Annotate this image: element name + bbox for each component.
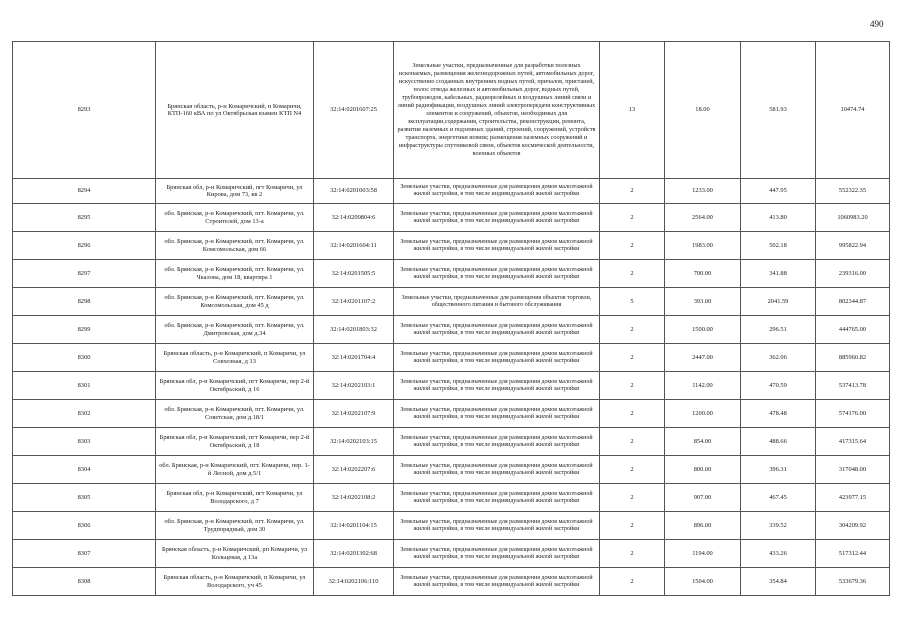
cadastral-value-cell: 574176.00 bbox=[816, 400, 890, 428]
address-cell: обл. Брянская, р-н Комаричский, пгт. Комаричи, ул. Строителей, дом 13-а bbox=[156, 204, 314, 232]
address-cell: Брянская обл, р-н Комаричский, пгт Комаричи, пер 2-й Октябрьский, д 16 bbox=[156, 372, 314, 400]
land-use-cell: Земельные участки, предназначенные для размещения домов малоэтажной жилой застройки, в том числе индивидуальной жилой застройки bbox=[394, 372, 600, 400]
specific-value-cell: 396.31 bbox=[741, 456, 816, 484]
table-row bbox=[13, 288, 890, 316]
area-cell: 18.00 bbox=[665, 42, 741, 179]
cadastral-value-cell: 317048.00 bbox=[816, 456, 890, 484]
cadastral-value-cell: 10474.74 bbox=[816, 42, 890, 179]
address-cell: обл. Брянская, р-н Комаричский, пгт. Комаричи, ул. Комсомольская, дом 45 д bbox=[156, 288, 314, 316]
specific-value-cell: 339.52 bbox=[741, 512, 816, 540]
cadastral-number-cell: 32:14:0201607:25 bbox=[314, 42, 394, 179]
land-use-cell: Земельные участки, предназначенные для размещения домов малоэтажной жилой застройки, в том числе индивидуальной жилой застройки bbox=[394, 540, 600, 568]
area-cell: 1500.00 bbox=[665, 316, 741, 344]
group-number-cell: 2 bbox=[600, 316, 665, 344]
land-use-cell: Земельные участки, предназначенные для размещения домов малоэтажной жилой застройки, в том числе индивидуальной жилой застройки bbox=[394, 316, 600, 344]
group-number-cell: 2 bbox=[600, 344, 665, 372]
cadastral-number-cell: 32:14:0202106:110 bbox=[314, 568, 394, 596]
cadastral-number-cell: 32:14:0201704:4 bbox=[314, 344, 394, 372]
table-row bbox=[13, 512, 890, 540]
group-number-cell: 13 bbox=[600, 42, 665, 179]
row-number: 8305 bbox=[13, 484, 156, 512]
specific-value-cell: 470.59 bbox=[741, 372, 816, 400]
group-number-cell: 2 bbox=[600, 204, 665, 232]
land-register-table bbox=[12, 41, 890, 596]
group-number-cell: 2 bbox=[600, 428, 665, 456]
area-cell: 393.00 bbox=[665, 288, 741, 316]
land-use-cell: Земельные участки, предназначенные для размещения домов малоэтажной жилой застройки, в том числе индивидуальной жилой застройки bbox=[394, 179, 600, 204]
land-use-cell: Земельные участки, предназначенные для размещения домов малоэтажной жилой застройки, в том числе индивидуальной жилой застройки bbox=[394, 232, 600, 260]
specific-value-cell: 488.66 bbox=[741, 428, 816, 456]
cadastral-number-cell: 32:14:0201604:11 bbox=[314, 232, 394, 260]
land-use-cell: Земельные участки, предназначенные для размещения домов малоэтажной жилой застройки, в том числе индивидуальной жилой застройки bbox=[394, 428, 600, 456]
area-cell: 2447.00 bbox=[665, 344, 741, 372]
table-row bbox=[13, 456, 890, 484]
cadastral-value-cell: 423977.15 bbox=[816, 484, 890, 512]
table-row bbox=[13, 484, 890, 512]
group-number-cell: 2 bbox=[600, 260, 665, 288]
land-use-cell: Земельные участки, предназначенные для размещения домов малоэтажной жилой застройки, в том числе индивидуальной жилой застройки bbox=[394, 204, 600, 232]
group-number-cell: 2 bbox=[600, 512, 665, 540]
address-cell: Брянская обл, р-н Комаричский, пгт Комаричи, ул Володарского, д 7 bbox=[156, 484, 314, 512]
address-cell: Брянская обл, р-н Комаричский, пгт Комаричи, ул Кирова, дом 73, кв 2 bbox=[156, 179, 314, 204]
specific-value-cell: 447.95 bbox=[741, 179, 816, 204]
row-number: 8303 bbox=[13, 428, 156, 456]
cadastral-number-cell: 32:14:0201104:15 bbox=[314, 512, 394, 540]
address-cell: обл. Брянская, р-н Комаричский, пгт. Комаричи, ул. Советская, дом д.18/1 bbox=[156, 400, 314, 428]
group-number-cell: 2 bbox=[600, 400, 665, 428]
cadastral-number-cell: 32:14:0201107:2 bbox=[314, 288, 394, 316]
group-number-cell: 2 bbox=[600, 540, 665, 568]
land-use-cell: Земельные участки, предназначенные для размещения домов малоэтажной жилой застройки, в том числе индивидуальной жилой застройки bbox=[394, 456, 600, 484]
cadastral-number-cell: 32:14:0202103:1 bbox=[314, 372, 394, 400]
land-use-cell: Земельные участки, предназначенные для размещения домов малоэтажной жилой застройки, в том числе индивидуальной жилой застройки bbox=[394, 344, 600, 372]
group-number-cell: 2 bbox=[600, 372, 665, 400]
table-row bbox=[13, 372, 890, 400]
land-use-cell: Земельные участки, предназначенные для размещения домов малоэтажной жилой застройки, в том числе индивидуальной жилой застройки bbox=[394, 568, 600, 596]
specific-value-cell: 296.51 bbox=[741, 316, 816, 344]
table-row bbox=[13, 232, 890, 260]
area-cell: 896.00 bbox=[665, 512, 741, 540]
address-cell: Брянская область, р-н Комаричский, п Комаричи, ул Совхозная, д 13 bbox=[156, 344, 314, 372]
address-cell: обл. Брянская, р-н Комаричский, пгт. Комаричи, пер. 1-й Лесной, дом д.5/1 bbox=[156, 456, 314, 484]
area-cell: 2564.00 bbox=[665, 204, 741, 232]
row-number: 8301 bbox=[13, 372, 156, 400]
address-cell: обл. Брянская, р-н Комаричский, пгт. Комаричи, ул. Дмитровская, дом д.34 bbox=[156, 316, 314, 344]
specific-value-cell: 341.88 bbox=[741, 260, 816, 288]
address-cell: Брянская область, р-н Комаричский, рп Комаричи, ул Кольцевая, д 13а bbox=[156, 540, 314, 568]
cadastral-value-cell: 537413.78 bbox=[816, 372, 890, 400]
cadastral-number-cell: 32:14:0201302:68 bbox=[314, 540, 394, 568]
specific-value-cell: 467.45 bbox=[741, 484, 816, 512]
row-number: 8308 bbox=[13, 568, 156, 596]
cadastral-value-cell: 995822.94 bbox=[816, 232, 890, 260]
cadastral-value-cell: 304209.92 bbox=[816, 512, 890, 540]
table-row bbox=[13, 568, 890, 596]
table-row bbox=[13, 260, 890, 288]
cadastral-number-cell: 32:14:0202103:15 bbox=[314, 428, 394, 456]
cadastral-value-cell: 444765.00 bbox=[816, 316, 890, 344]
row-number: 8306 bbox=[13, 512, 156, 540]
address-cell: Брянская область, р-н Комаричский, п Комаричи, КТП-160 кВА по ул Октябрьская взамен КТП N4 bbox=[156, 42, 314, 179]
row-number: 8297 bbox=[13, 260, 156, 288]
specific-value-cell: 581.93 bbox=[741, 42, 816, 179]
table-row bbox=[13, 540, 890, 568]
group-number-cell: 2 bbox=[600, 484, 665, 512]
cadastral-value-cell: 533679.36 bbox=[816, 568, 890, 596]
table-row bbox=[13, 204, 890, 232]
row-number: 8304 bbox=[13, 456, 156, 484]
cadastral-value-cell: 1060983.20 bbox=[816, 204, 890, 232]
row-number: 8300 bbox=[13, 344, 156, 372]
specific-value-cell: 502.18 bbox=[741, 232, 816, 260]
table-row bbox=[13, 42, 890, 179]
specific-value-cell: 433.26 bbox=[741, 540, 816, 568]
land-use-cell: Земельные участки, предназначенные для размещения домов малоэтажной жилой застройки, в том числе индивидуальной жилой застройки bbox=[394, 512, 600, 540]
area-cell: 800.00 bbox=[665, 456, 741, 484]
area-cell: 907.00 bbox=[665, 484, 741, 512]
cadastral-value-cell: 802344.87 bbox=[816, 288, 890, 316]
page-number: 490 bbox=[870, 19, 884, 29]
table-body bbox=[13, 42, 890, 596]
cadastral-number-cell: 32:14:0201003:58 bbox=[314, 179, 394, 204]
table-row bbox=[13, 428, 890, 456]
address-cell: обл. Брянская, р-н Комаричский, пгт. Комаричи, ул. Комсомольская, дом 66 bbox=[156, 232, 314, 260]
area-cell: 1983.00 bbox=[665, 232, 741, 260]
table-row bbox=[13, 344, 890, 372]
row-number: 8296 bbox=[13, 232, 156, 260]
group-number-cell: 2 bbox=[600, 568, 665, 596]
specific-value-cell: 413.80 bbox=[741, 204, 816, 232]
cadastral-value-cell: 517312.44 bbox=[816, 540, 890, 568]
land-use-cell: Земельные участки, предназначенные для размещения домов малоэтажной жилой застройки, в том числе индивидуальной жилой застройки bbox=[394, 400, 600, 428]
area-cell: 1504.00 bbox=[665, 568, 741, 596]
cadastral-number-cell: 32:14:0202108:2 bbox=[314, 484, 394, 512]
specific-value-cell: 478.48 bbox=[741, 400, 816, 428]
cadastral-number-cell: 32:14:0201505:5 bbox=[314, 260, 394, 288]
area-cell: 854.00 bbox=[665, 428, 741, 456]
cadastral-value-cell: 417315.64 bbox=[816, 428, 890, 456]
address-cell: Брянская область, р-н Комаричский, п Комаричи, ул Володарского, уч 45 bbox=[156, 568, 314, 596]
row-number: 8294 bbox=[13, 179, 156, 204]
cadastral-number-cell: 32:14:0200804:6 bbox=[314, 204, 394, 232]
specific-value-cell: 362.06 bbox=[741, 344, 816, 372]
row-number: 8307 bbox=[13, 540, 156, 568]
land-use-cell: Земельные участки, предназначенные для размещения домов малоэтажной жилой застройки, в том числе индивидуальной жилой застройки bbox=[394, 484, 600, 512]
row-number: 8302 bbox=[13, 400, 156, 428]
address-cell: обл. Брянская, р-н Комаричский, пгт. Комаричи, ул. Чкалова, дом 18, квартира 1 bbox=[156, 260, 314, 288]
group-number-cell: 2 bbox=[600, 456, 665, 484]
table-row bbox=[13, 400, 890, 428]
group-number-cell: 2 bbox=[600, 179, 665, 204]
cadastral-value-cell: 885960.82 bbox=[816, 344, 890, 372]
cadastral-number-cell: 32:14:0202207:6 bbox=[314, 456, 394, 484]
cadastral-value-cell: 552322.35 bbox=[816, 179, 890, 204]
area-cell: 1233.00 bbox=[665, 179, 741, 204]
area-cell: 1142.00 bbox=[665, 372, 741, 400]
table-row bbox=[13, 316, 890, 344]
land-use-cell: Земельные участки, предназначенные для размещения домов малоэтажной жилой застройки, в том числе индивидуальной жилой застройки bbox=[394, 260, 600, 288]
row-number: 8295 bbox=[13, 204, 156, 232]
group-number-cell: 2 bbox=[600, 232, 665, 260]
cadastral-number-cell: 32:14:0201803:32 bbox=[314, 316, 394, 344]
specific-value-cell: 354.84 bbox=[741, 568, 816, 596]
cadastral-number-cell: 32:14:0202107:9 bbox=[314, 400, 394, 428]
area-cell: 1194.00 bbox=[665, 540, 741, 568]
area-cell: 700.00 bbox=[665, 260, 741, 288]
row-number: 8299 bbox=[13, 316, 156, 344]
table-row bbox=[13, 179, 890, 204]
specific-value-cell: 2041.59 bbox=[741, 288, 816, 316]
row-number: 8298 bbox=[13, 288, 156, 316]
area-cell: 1200.00 bbox=[665, 400, 741, 428]
row-number: 8293 bbox=[13, 42, 156, 179]
land-use-cell: Земельные участки, предназначенные для размещения объектов торговли, общественного питания и бытового обслуживания bbox=[394, 288, 600, 316]
land-use-cell: Земельные участки, предназначенные для разработки полезных ископаемых, размещения железнодорожных путей, автомобильных дорог, искусственно созданных внутренних водных путей, причалов, пристаней, полос отвода железных и автомобильных дорог, водных путей, трубопроводов, кабельных, радиорелейных и воздушных линий связи и линий радиофикации, воздушных линий электропередачи конструктивных элементов и сооружений, объектов, необходимых для эксплуатации,содержания, строительства, реконструкции, ремонта, развития наземных и подземных зданий, строений, сооружений, устройств транспорта, энергетики исвязи; размещения наземных сооружений и инфраструктуры спутниковой связи, объектов космической деятельности, военных объектов bbox=[394, 42, 600, 179]
address-cell: обл. Брянская, р-н Комаричский, пгт. Комаричи, ул. Трудпорядный, дом 30 bbox=[156, 512, 314, 540]
cadastral-value-cell: 239316.00 bbox=[816, 260, 890, 288]
address-cell: Брянская обл, р-н Комаричский, пгт Комаричи, пер 2-й Октябрьский, д 18 bbox=[156, 428, 314, 456]
group-number-cell: 5 bbox=[600, 288, 665, 316]
